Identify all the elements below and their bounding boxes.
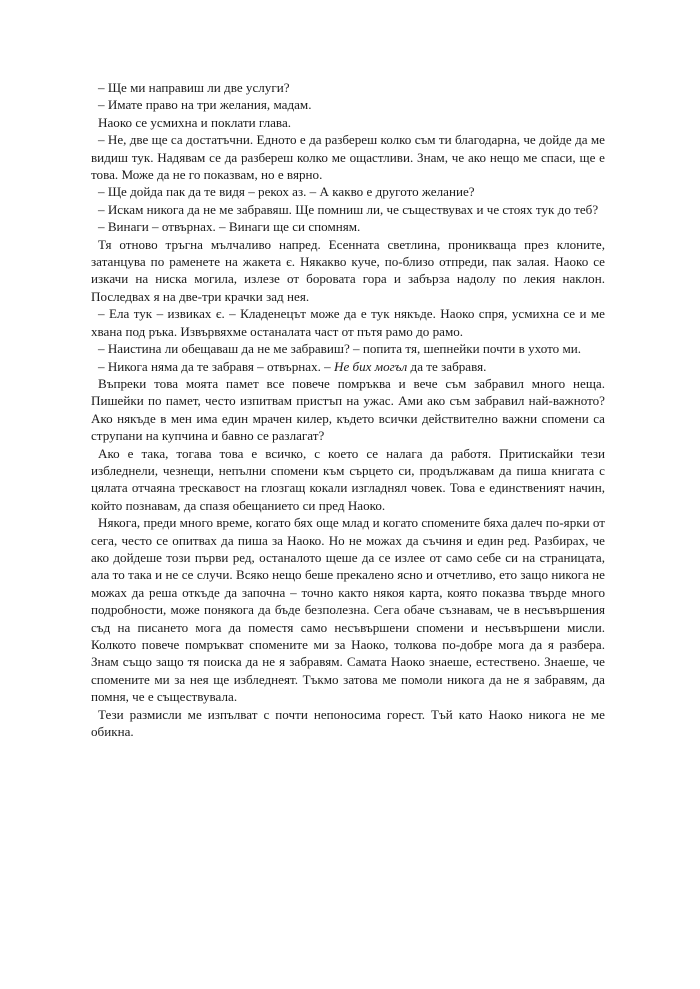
paragraph: – Винаги – отвърнах. – Винаги ще си спомням. bbox=[98, 219, 361, 235]
paragraph: – Наистина ли обещаваш да не ме забравиш? – попита тя, шепнейки почти в ухото ми. bbox=[98, 341, 582, 357]
paragraph-with-italic bbox=[91, 358, 605, 375]
paragraph: – Ще ми направиш ли две услуги? bbox=[98, 80, 290, 95]
paragraph: Ако е така, тогава това е всичко, с което се налага да работя. Притискайки тези избледнели, чезнещи, непълни спомени към сърцето си, продължавам да пиша книгата с цялата отчаяна трескавост на глозгащ кокали изгладнял човек. Това е единственият начин, който познавам, да спазя обещанието си пред Наоко. bbox=[91, 445, 605, 513]
paragraph: – Искам никога да не ме забравяш. Ще помниш ли, че съществувах и че стоях тук до теб? bbox=[98, 201, 599, 217]
italic-text: Не бих могъл bbox=[333, 358, 408, 374]
paragraph: – Ще дойда пак да те видя – рекох аз. – А какво е другото желание? bbox=[98, 184, 475, 200]
text-span: – Никога няма да те забравя – отвърнах. – bbox=[98, 358, 334, 374]
paragraph: Тя отново тръгна мълчаливо напред. Есенната светлина, проникваща през клоните, затанцува по раменете на жакета є. Някакво куче, по-близо отпреди, пак залая. Наоко се изкачи на ниска могила, излезе от боровата гора и забърза надолу по лекия наклон. Последвах я на две-три крачки зад нея. bbox=[91, 236, 605, 304]
paragraph: – Ела тук – извиках є. – Кладенецът може да е тук някъде. Наоко спря, усмихна се и ме хвана под ръка. Извървяхме останалата част от пътя рамо до рамо. bbox=[91, 306, 605, 339]
body-text bbox=[91, 79, 605, 740]
paragraph: Тези размисли ме изпълват с почти непоносима горест. Тъй като Наоко никога не ме обикна. bbox=[91, 706, 605, 740]
paragraph: – Не, две ще са достатъчни. Едното е да разбереш колко съм ти благодарна, че дойде да ме видиш тук. Надявам се да разбереш колко ме ощастливи. Знам, че ако нещо ме спаси, ще е това. Може да не го показвам, но е вярно. bbox=[91, 132, 605, 183]
paragraph: – Имате право на три желания, мадам. bbox=[98, 97, 312, 113]
paragraph: Наоко се усмихна и поклати глава. bbox=[98, 114, 292, 130]
paragraph: Някога, преди много време, когато бях още млад и когато спомените бяха далеч по-ярки от сега, често се опитвах да пиша за Наоко. Но не можах да съчиня и един ред. Разбирах, че ако дойдеше този първи ред, останалото щеше да се излее от само себе си на страницата, ала то така и не се случи. Всяко нещо беше прекалено ясно и отчетливо, ето защо никога не можах да реша откъде да започна – точно както някоя карта, която показва твърде много подробности, може понякога да бъде безполезна. Сега обаче съзнавам, че в несъвършения съд на писането мога да поместя само несъвършени спомени и несъвършени мисли. Колкото повече помръкват спомените ми за Наоко, толкова по-добре мога да я разбера. Знам също защо тя поиска да не я забравям. Самата Наоко знаеше, естествено. Знаеше, че спомените ми за нея ще избледнеят. Тъкмо затова ме помоли никога да не я забравям, да помня, че е съществувала. bbox=[91, 515, 605, 705]
paragraph: Въпреки това моята памет все повече помръква и вече съм забравил много неща. Пишейки по памет, често изпитвам пристъп на ужас. Ами ако съм забравил най-важното? Ако някъде в мен има един мрачен килер, където всички действително важни спомени са струпани на купчина и бавно се разлагат? bbox=[91, 375, 605, 444]
text-span: да те забравя. bbox=[407, 358, 487, 374]
